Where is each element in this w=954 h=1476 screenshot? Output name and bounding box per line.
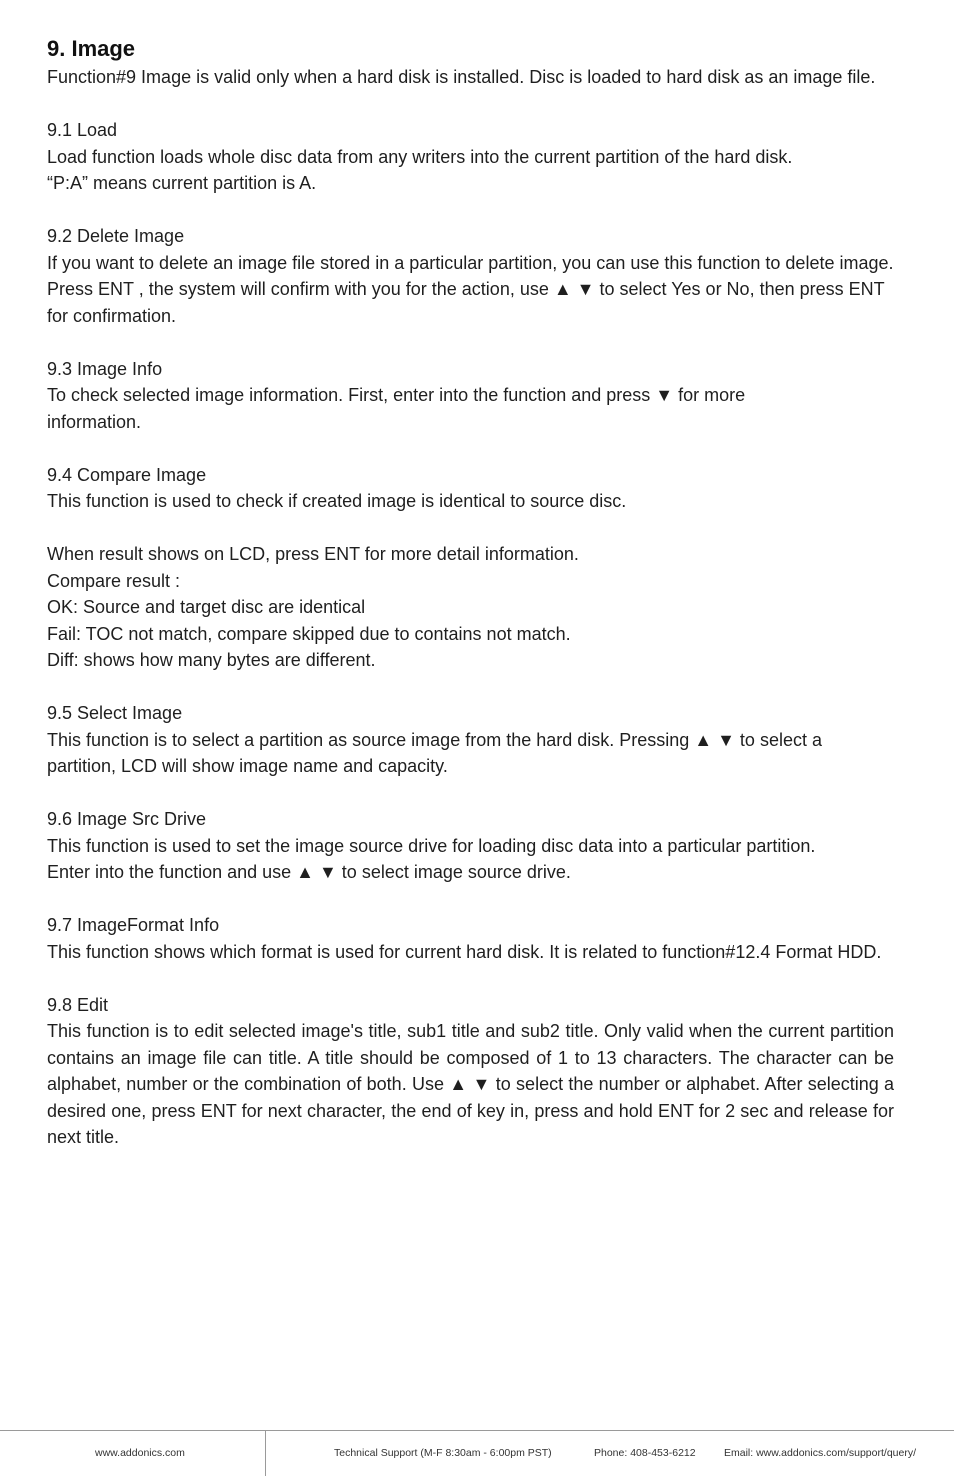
section-line: Load function loads whole disc data from any writers into the current partition of the hard disk. [47, 146, 793, 167]
spacer [47, 780, 894, 807]
spacer [47, 197, 894, 224]
spacer [47, 886, 894, 913]
footer-divider [265, 1431, 266, 1476]
spacer [47, 91, 894, 118]
section-line: Enter into the function and use ▲ ▼ to select image source drive. [47, 862, 571, 882]
section-body: This function shows which format is used for current hard disk. It is related to function#12.4 Format HDD. [47, 941, 882, 962]
section-body: This function is to edit selected image's title, sub1 title and sub2 title. Only valid when the current partition contains an image file can title. A title should be composed of 1 to 13 characters. The character can be alphabet, number or the combination of both. Use ▲ ▼ to select the number or alphabet. After selecting a desired one, press ENT for next character, the end of key in, press and hold ENT for 2 sec and release for next title. [47, 1021, 894, 1147]
section-heading-imageformat-info: 9.7 ImageFormat Info [47, 915, 220, 935]
footer-phone: Phone: 408-453-6212 [594, 1447, 696, 1459]
section-heading-edit: 9.8 Edit [47, 994, 109, 1015]
footer-support-hours: Technical Support (M-F 8:30am - 6:00pm PST) [334, 1447, 552, 1459]
section-heading-image-src-drive: 9.6 Image Src Drive [47, 809, 207, 829]
intro-paragraph: Function#9 Image is valid only when a hard disk is installed. Disc is loaded to hard disk as an image file. [47, 67, 876, 87]
section-heading-delete-image: 9.2 Delete Image [47, 226, 185, 246]
section-line: “P:A” means current partition is A. [47, 173, 317, 193]
page-footer [0, 1430, 954, 1476]
section-heading-load: 9.1 Load [47, 120, 118, 140]
section-line: This function is used to set the image source drive for loading disc data into a particular partition. [47, 835, 816, 856]
section-body: This function is used to check if created image is identical to source disc. [47, 491, 627, 511]
section-line: Fail: TOC not match, compare skipped due to contains not match. [47, 623, 571, 644]
section-heading-image-info: 9.3 Image Info [47, 358, 163, 379]
section-line: When result shows on LCD, press ENT for more detail information. [47, 544, 579, 564]
document-page [47, 34, 894, 1151]
section-body: To check selected image information. First, enter into the function and press ▼ for more information. [47, 385, 746, 432]
spacer [47, 674, 894, 701]
section-body: This function is to select a partition as source image from the hard disk. Pressing ▲ ▼ to select a partition, LCD will show image name and capacity. [47, 729, 822, 776]
spacer [47, 515, 894, 542]
section-line: OK: Source and target disc are identical [47, 597, 366, 617]
page-title: 9. Image [47, 36, 136, 61]
spacer [47, 329, 894, 356]
section-heading-compare-image: 9.4 Compare Image [47, 464, 207, 485]
section-body: If you want to delete an image file stored in a particular partition, you can use this function to delete image. Press ENT , the system will confirm with you for the action, use ▲ ▼ to select Yes or No, then press ENT for confirmation. [47, 252, 894, 326]
spacer [47, 965, 894, 992]
section-line: Compare result : [47, 570, 181, 591]
footer-website: www.addonics.com [95, 1447, 185, 1459]
section-line: Diff: shows how many bytes are different. [47, 650, 376, 670]
spacer [47, 435, 894, 462]
section-heading-select-image: 9.5 Select Image [47, 703, 183, 723]
footer-email: Email: www.addonics.com/support/query/ [724, 1447, 916, 1459]
